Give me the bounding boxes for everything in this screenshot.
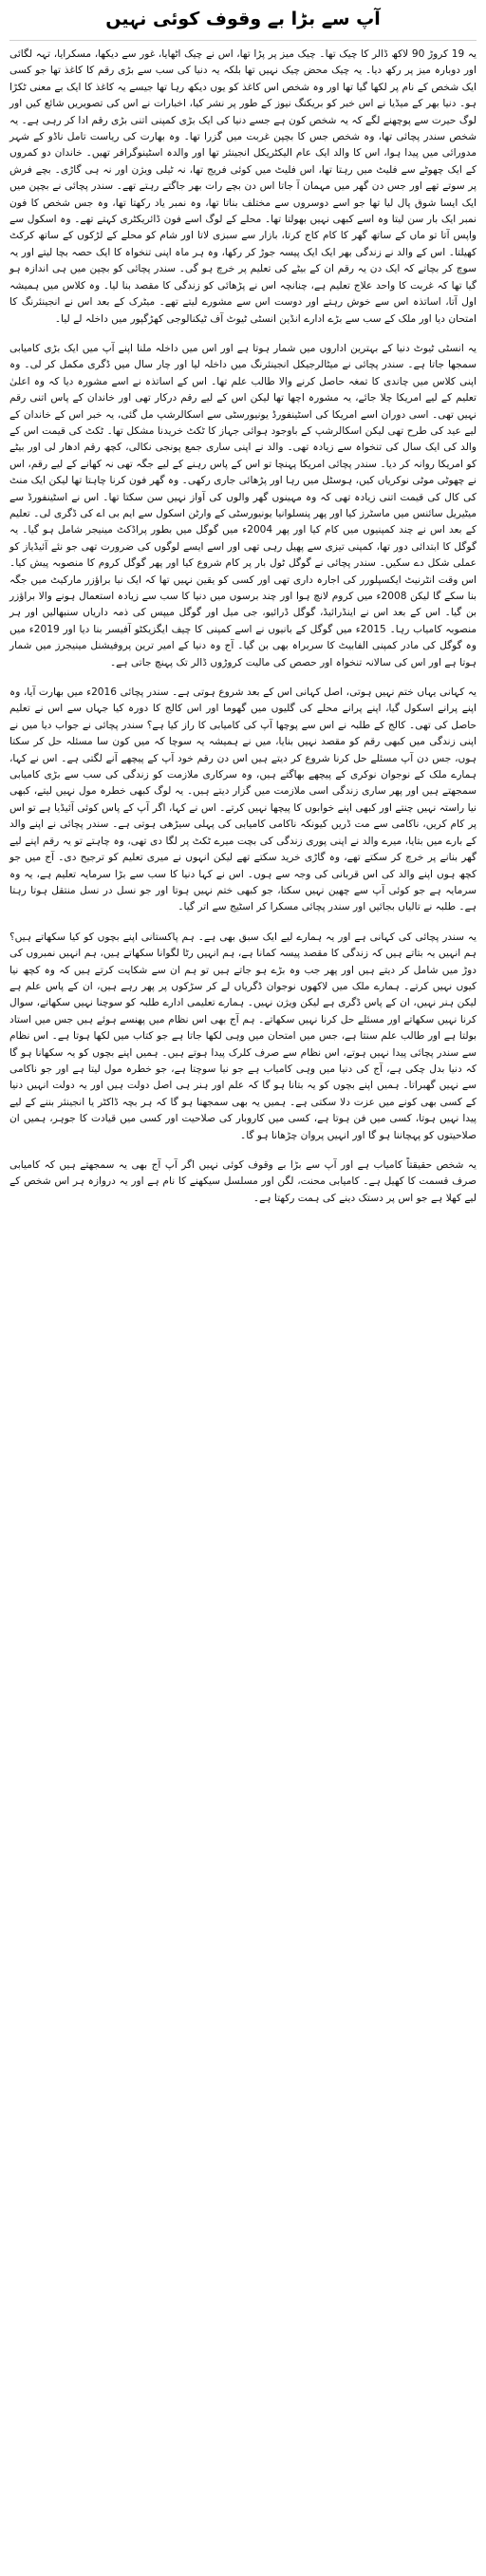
article-paragraph-2: یہ انسٹی ٹیوٹ دنیا کے بہترین اداروں میں شمار ہوتا ہے اور اس میں داخلہ ملنا اپنے آپ میں ایک بڑی کامیابی سمجھا جاتا ہے۔ سندر پچائی نے میٹالرجیکل انجینئرنگ میں داخلہ لیا اور چار سال میں ڈگری مکمل کر لی۔ وہ اپنی کلاس میں چاندی کا تمغہ حاصل کرنے والا طالب علم تھا۔ اس کے اساتذہ نے اسے مشورہ دیا کہ وہ اعلیٰ تعلیم کے لیے امریکا چلا جائے، یہ مشورہ اچھا تھا لیکن اس کے لیے رقم درکار تھی اور خاندان کے پاس اتنی رقم نہیں تھی۔ اسی دوران اسے امریکا کی اسٹینفورڈ یونیورسٹی سے اسکالرشپ مل گئی، یہ خبر اس کے خاندان کے لیے عید کی طرح تھی لیکن اسکالرشپ کے باوجود ہوائی جہاز کا ٹکٹ خریدنا مشکل تھا۔ ٹکٹ کی قیمت اس کے والد کی ایک سال کی تنخواہ سے زیادہ تھی۔ والد نے اپنی ساری جمع پونجی نکالی، کچھ رقم ادھار لی اور بیٹے کو امریکا روانہ کر دیا۔ سندر پچائی امریکا پہنچا تو اس کے پاس رہنے کے لیے جگہ تھی نہ کھانے کے لیے رقم، اس نے چھوٹی موٹی نوکریاں کیں، ہوسٹل میں رہا اور پڑھائی جاری رکھی۔ وہ گھر فون کرنا چاہتا تھا لیکن ایک منٹ کی کال کی قیمت اتنی زیادہ تھی کہ وہ مہینوں گھر والوں کی آواز نہیں سن سکتا تھا۔ اس نے اسٹینفورڈ سے میٹیریل سائنس میں ماسٹرز کیا اور پھر پنسلوانیا یونیورسٹی کے وارٹن اسکول سے ایم بی اے کی ڈگری لی۔ تعلیم کے بعد اس نے چند کمپنیوں میں کام کیا اور پھر 2004ء میں گوگل میں بطور پراڈکٹ مینیجر شامل ہو گیا۔ یہ گوگل کا ابتدائی دور تھا، کمپنی تیزی سے پھیل رہی تھی اور اسے ایسے لوگوں کی ضرورت تھی جو نئے آئیڈیاز کو عملی شکل دے سکیں۔ سندر پچائی نے گوگل ٹول بار پر کام شروع کیا اور پھر گوگل کروم کا منصوبہ پیش کیا۔ اس وقت انٹرنیٹ ایکسپلورر کی اجارہ داری تھی اور کسی کو یقین نہیں تھا کہ ایک نیا براؤزر مارکیٹ میں جگہ بنا سکے گا لیکن 2008ء میں کروم لانچ ہوا اور چند برسوں میں دنیا کا سب سے زیادہ استعمال ہونے والا براؤزر بن گیا۔ اس کے بعد اس نے اینڈرائیڈ، گوگل ڈرائیو، جی میل اور گوگل میپس کی ذمہ داریاں سنبھالیں اور ہر منصوبہ کامیاب رہا۔ 2015ء میں گوگل کے بانیوں نے اسے کمپنی کا چیف ایگزیکٹو آفیسر بنا دیا اور 2019ء میں وہ گوگل کی مادر کمپنی الفابیٹ کا سربراہ بھی بن گیا۔ آج وہ دنیا کے امیر ترین پروفیشنل مینیجرز میں شمار ہوتا ہے اور اس کی سالانہ تنخواہ اور حصص کی مالیت کروڑوں ڈالر تک پہنچ جاتی ہے۔ [9, 342, 477, 668]
article-paragraph-4: یہ سندر پچائی کی کہانی ہے اور یہ ہمارے لیے ایک سبق بھی ہے۔ ہم پاکستانی اپنے بچوں کو کیا سکھاتے ہیں؟ ہم انہیں یہ بتاتے ہیں کہ زندگی کا مقصد پیسہ کمانا ہے، ہم انہیں رٹا لگوانا سکھاتے ہیں، ہم انہیں نمبروں کی دوڑ میں شامل کر دیتے ہیں اور پھر جب وہ بڑے ہو جاتے ہیں تو ہم ان سے شکایت کرتے ہیں کہ وہ کچھ نیا کیوں نہیں کرتے۔ ہمارے ملک میں لاکھوں نوجوان ڈگریاں لے کر سڑکوں پر پھر رہے ہیں، ان کے پاس علم ہے لیکن ہنر نہیں، ان کے پاس ڈگری ہے لیکن ویژن نہیں۔ ہمارے تعلیمی ادارے طلبہ کو سوچنا نہیں سکھاتے، سوال کرنا نہیں سکھاتے اور مسئلے حل کرنا نہیں سکھاتے۔ ہم آج بھی اس نظام میں پھنسے ہوئے ہیں جس میں استاد بولتا ہے اور طالب علم سنتا ہے، جس میں امتحان میں وہی لکھا جاتا ہے جو کتاب میں لکھا ہوتا ہے۔ اس نظام سے سندر پچائی پیدا نہیں ہوتے، اس نظام سے صرف کلرک پیدا ہوتے ہیں۔ ہمیں اپنے بچوں کو یہ سکھانا ہو گا کہ دنیا بدل چکی ہے، آج کی دنیا میں وہی کامیاب ہے جو نیا سوچتا ہے، جو خطرہ مول لیتا ہے اور جو ناکامی سے نہیں گھبراتا۔ ہمیں اپنے بچوں کو یہ بتانا ہو گا کہ علم اور ہنر ہی اصل دولت ہیں اور یہ دولت انہیں دنیا کے کسی بھی کونے میں عزت دلا سکتی ہے۔ ہمیں یہ بھی سمجھنا ہو گا کہ ہر بچہ ڈاکٹر یا انجینئر بننے کے لیے پیدا نہیں ہوتا، کسی میں فن ہوتا ہے، کسی میں کاروبار کی صلاحیت اور کسی میں قیادت کا جوہر، ہمیں ان صلاحیتوں کو پہچاننا ہو گا اور انہیں پروان چڑھانا ہو گا۔ [9, 931, 477, 1141]
article-title: آپ سے بڑا بے وقوف کوئی نہیں [105, 9, 381, 29]
title-divider [9, 40, 477, 41]
article-body [9, 47, 477, 1207]
article-paragraph-3: یہ کہانی یہاں ختم نہیں ہوتی، اصل کہانی اس کے بعد شروع ہوتی ہے۔ سندر پچائی 2016ء میں بھارت آیا، وہ اپنے پرانے اسکول گیا، اپنے پرانے محلے کی گلیوں میں گھوما اور اس کالج کا دورہ کیا جہاں سے اس نے تعلیم حاصل کی تھی۔ کالج کے طلبہ نے اس سے پوچھا آپ کی کامیابی کا راز کیا ہے؟ سندر پچائی نے جواب دیا میں نے اپنی زندگی میں کبھی رقم کو مقصد نہیں بنایا، میں نے ہمیشہ یہ سوچا کہ میں کون سا مسئلہ حل کر سکتا ہوں، جس دن آپ مسئلے حل کرنا شروع کر دیتے ہیں اس دن رقم خود آپ کے پیچھے آنے لگتی ہے۔ اس نے کہا، ہمارے ملک کے نوجوان نوکری کے پیچھے بھاگتے ہیں، وہ سرکاری ملازمت کو زندگی کی سب سے بڑی کامیابی سمجھتے ہیں اور پھر ساری زندگی اسی ملازمت میں گزار دیتے ہیں۔ یہ لوگ کبھی خطرہ مول نہیں لیتے، کبھی نیا راستہ نہیں چنتے اور کبھی اپنے خوابوں کا پیچھا نہیں کرتے۔ اس نے کہا، اگر آپ کے پاس کوئی آئیڈیا ہے تو اس پر کام کریں، ناکامی سے مت ڈریں کیونکہ ناکامی کامیابی کی پہلی سیڑھی ہوتی ہے۔ سندر پچائی نے اپنے والد کے بارے میں بتایا، میرے والد نے اپنی پوری زندگی کی بچت میرے ٹکٹ پر لگا دی تھی، وہ چاہتے تو یہ رقم اپنے لیے گھر بنانے پر خرچ کر سکتے تھے، وہ گاڑی خرید سکتے تھے لیکن انہوں نے میری تعلیم کو ترجیح دی۔ آج میں جو کچھ ہوں اپنے والد کی اس قربانی کی وجہ سے ہوں۔ اس نے کہا دنیا کا سب سے بڑا سرمایہ تعلیم ہے، یہ وہ سرمایہ ہے جو کوئی آپ سے چھین نہیں سکتا، جو کبھی ختم نہیں ہوتا اور جو نسل در نسل منتقل ہوتا رہتا ہے۔ طلبہ نے تالیاں بجائیں اور سندر پچائی مسکرا کر اسٹیج سے اتر گیا۔ [9, 686, 477, 913]
article-paragraph-1: یہ 19 کروڑ 90 لاکھ ڈالر کا چیک تھا۔ چیک میز پر پڑا تھا، اس نے چیک اٹھایا، غور سے دیکھا، مسکرایا، تہہ لگائی اور دوبارہ میز پر رکھ دیا۔ یہ چیک محض چیک نہیں تھا بلکہ یہ دنیا کی سب سے بڑی رقم کا کاغذ تھا جو کسی ایک شخص کے نام پر لکھا گیا تھا اور وہ شخص اس کاغذ کو یوں دیکھ رہا تھا جیسے یہ کاغذ کا ایک بے معنی ٹکڑا ہو۔ دنیا بھر کے میڈیا نے اس خبر کو بریکنگ نیوز کے طور پر نشر کیا، اخبارات نے اس کی تصویریں شائع کیں اور لوگ حیرت سے پوچھنے لگے کہ یہ شخص کون ہے جسے دنیا کی ایک بڑی کمپنی اتنی بڑی رقم ادا کر رہی ہے۔ یہ شخص سندر پچائی تھا، وہ شخص جس کا بچپن غربت میں گزرا تھا۔ وہ بھارت کی ریاست تامل ناڈو کے شہر مدورائی میں پیدا ہوا، اس کا والد ایک عام الیکٹریکل انجینئر تھا اور والدہ اسٹینوگرافر تھیں۔ خاندان دو کمروں کے ایک چھوٹے سے فلیٹ میں رہتا تھا، اس فلیٹ میں کوئی فریج تھا، نہ ٹیلی ویژن اور نہ ہی گاڑی۔ بچے فرش پر سوتے تھے اور جس دن گھر میں مہمان آ جاتا اس دن بچے رات بھر جاگتے رہتے تھے۔ سندر پچائی نے بچپن میں ایک ایسا شوق پال لیا تھا جو اسے دوسروں سے مختلف بناتا تھا، وہ نمبر یاد رکھتا تھا، وہ جس شخص کا فون نمبر ایک بار سن لیتا وہ اسے کبھی نہیں بھولتا تھا۔ محلے کے لوگ اسے فون ڈائریکٹری کہتے تھے۔ وہ اسکول سے واپس آتا تو ماں کے ساتھ گھر کا کام کاج کرتا، بازار سے سبزی لاتا اور شام کو محلے کے لڑکوں کے ساتھ کرکٹ کھیلتا۔ اس کے والد نے زندگی بھر ایک ایک پیسہ جوڑ کر رکھا، وہ ہر ماہ اپنی تنخواہ کا ایک حصہ بچا لیتے اور یہ سوچ کر بچاتے کہ ایک دن یہ رقم ان کے بیٹے کی تعلیم پر خرچ ہو گی۔ سندر پچائی کو بچپن میں ہی اندازہ ہو گیا تھا کہ غربت کا واحد علاج تعلیم ہے، چنانچہ اس نے پڑھائی کو زندگی کا مقصد بنا لیا۔ وہ کلاس میں ہمیشہ اول آتا، اساتذہ اس سے خوش رہتے اور دوست اس سے مشورے لیتے تھے۔ میٹرک کے بعد اس نے انجینئرنگ کا امتحان دیا اور ملک کے سب سے بڑے ادارے انڈین انسٹی ٹیوٹ آف ٹیکنالوجی کھڑگپور میں داخلہ لے لیا۔ [9, 48, 477, 325]
article-paragraph-5: یہ شخص حقیقتاً کامیاب ہے اور آپ سے بڑا بے وقوف کوئی نہیں اگر آپ آج بھی یہ سمجھتے ہیں کہ کامیابی صرف قسمت کا کھیل ہے۔ کامیابی محنت، لگن اور مسلسل سیکھنے کا نام ہے اور یہ دروازہ ہر اس شخص کے لیے کھلا ہے جو اس پر دستک دینے کی ہمت رکھتا ہے۔ [9, 1159, 477, 1204]
